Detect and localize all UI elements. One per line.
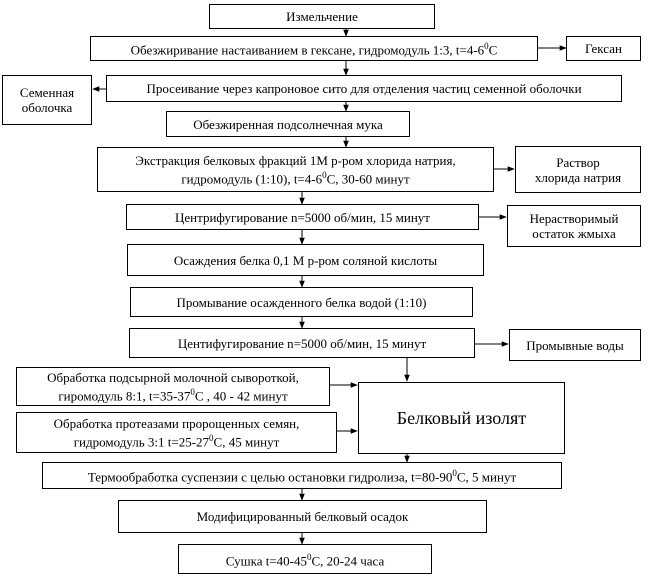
side-whey-treatment — [16, 367, 330, 406]
side-hexane — [566, 36, 641, 61]
side-residue-line2: остаток жмыха — [532, 226, 616, 241]
side-whey-line1: Обработка подсырной молочной сывороткой, — [47, 369, 299, 385]
step-defatting — [90, 36, 538, 61]
step-thermal-treatment-label: Термообработка суспензии с целью остановки гидролиза, $t=80-90^0С$, 5 минут — [87, 468, 517, 485]
side-nacl-solution — [515, 146, 641, 193]
step-sieving — [106, 75, 622, 102]
side-wash-water — [509, 329, 641, 361]
step-washing-label: Промывание осажденного белка водой (1:10) — [176, 294, 427, 310]
step-centrifugation-2 — [129, 328, 475, 358]
side-protease-line1: Обработка протеазами пророщенных семян, — [53, 415, 300, 431]
step-drying-label: Сушка $t=40-45^0С$, 20-24 часа — [225, 551, 385, 569]
side-wash-water-label: Промывные воды — [526, 337, 624, 353]
step-washing — [130, 287, 473, 317]
step-modified-precipitate-label: Модифицированный белковый осадок — [196, 509, 409, 524]
step-extraction — [97, 147, 494, 192]
step-centrifugation-1 — [126, 204, 479, 230]
side-hexane-label: Гексан — [585, 41, 622, 56]
side-nacl-line2: хлорида натрия — [534, 169, 622, 185]
step-defatted-flour-label: Обезжиренная подсолнечная мука — [193, 116, 383, 132]
side-whey-line2: гиромодуль 8:1, $t=35-37^0С$ , 40 - 42 минут — [58, 386, 288, 404]
step-centrifugation-2-label: Центифугирование n=5000 об/мин, 15 минут — [177, 335, 427, 351]
side-nacl-line1: Раствор — [556, 154, 600, 170]
step-drying — [178, 544, 432, 574]
step-protein-isolate-label: Белковый изолят — [396, 407, 527, 428]
step-centrifugation-1-label: Центрифугирование n=5000 об/мин, 15 минут — [175, 209, 430, 225]
step-sieving-label: Просеивание через капроновое сито для отделения частиц семенной оболочки — [146, 81, 582, 96]
step-precipitation-label: Осаждения белка 0,1 М р-ром соляной кислоты — [173, 252, 438, 268]
step-protein-isolate — [358, 382, 565, 454]
side-insoluble-residue — [507, 205, 641, 247]
step-defatted-flour — [166, 111, 410, 137]
step-extraction-line1: Экстракция белковых фракций 1М р-ром хлорида натрия, — [135, 152, 456, 168]
step-grinding — [209, 4, 435, 29]
step-modified-precipitate — [118, 500, 487, 533]
side-residue-line1: Нерастворимый — [529, 211, 619, 226]
side-seed-husk-line2: оболочка — [21, 100, 73, 115]
step-defatting-label: Обезжиривание настаиванием в гексане, гидромодуль 1:3, $t=4-6^0С$ — [130, 41, 498, 58]
step-precipitation — [127, 244, 484, 276]
step-thermal-treatment — [42, 462, 562, 489]
step-grinding-label: Измельчение — [286, 9, 358, 24]
side-seed-husk-line1: Семенная — [19, 85, 75, 100]
side-protease-treatment — [16, 412, 337, 453]
step-extraction-line2: гидромодуль (1:10), $t=4-6^0С$, 30-60 минут — [181, 169, 410, 187]
side-protease-line2: гидромодуль 3:1 $t=25-27^0С$, 45 минут — [73, 432, 280, 450]
side-seed-husk — [2, 75, 92, 125]
